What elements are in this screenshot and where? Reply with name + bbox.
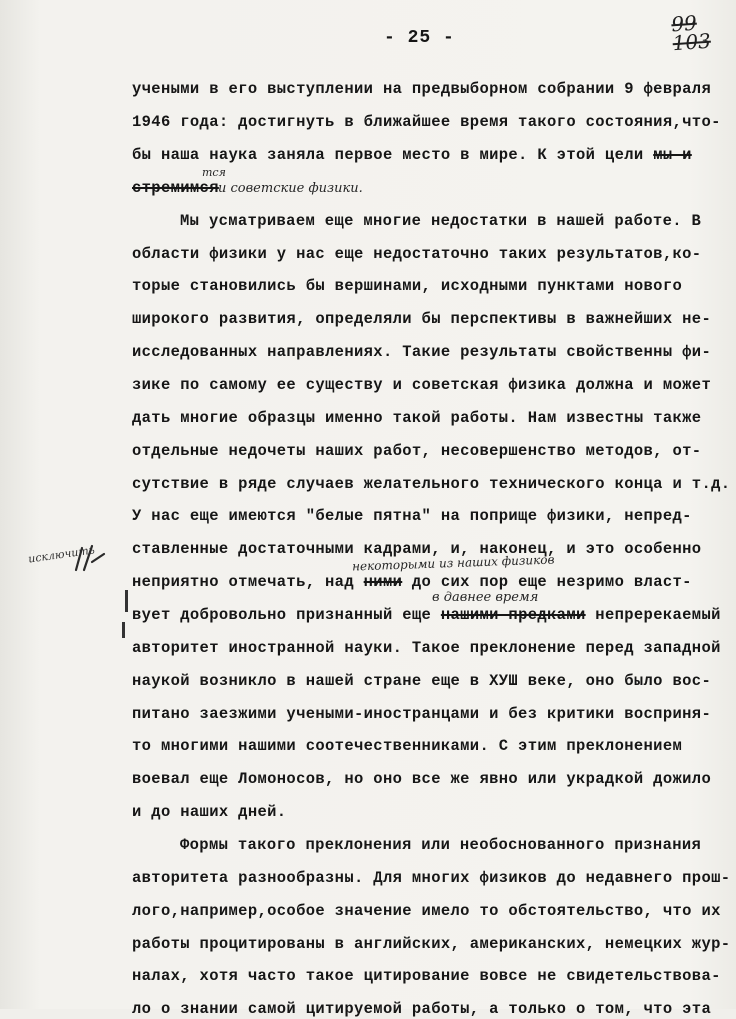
struck-text: мы и [653,146,692,164]
text-line [132,178,219,198]
text-line: дать многие образцы именно такой работы. Нам известны также [132,409,702,427]
text-line: ло о знании самой цитируемой работы, а только о том, что эта [132,1000,712,1018]
text-line: Формы такого преклонения или необоснованного признания [180,836,702,854]
text-line: авторитета разнообразны. Для многих физиков до недавнего прош- [132,869,731,887]
text-line: широкого развития, определяли бы перспективы в важнейших не- [132,310,712,328]
text-line-part: до сих пор еще незримо власт- [402,573,692,591]
text-line: зике по самому ее существу и советская физика должна и может [132,376,712,394]
text-line: Мы усматриваем еще многие недостатки в нашей работе. В [180,212,702,230]
text-line: наукой возникло в нашей стране еще в ХУШ веке, оно было вос- [132,672,712,690]
text-line: ставленные достаточными кадрами, и, наконец, и это особенно [132,540,702,558]
text-line: то многими нашими соотечественниками. С этим преклонением [132,737,683,755]
text-line: питано заезжими учеными-иностранцами и без критики восприня- [132,705,712,723]
text-line: исследованных направлениях. Такие результаты свойственны фи- [132,343,712,361]
struck-text: ними [363,573,403,591]
text-line: У нас еще имеются "белые пятна" на поприще физики, непред- [132,507,692,525]
text-line [132,572,692,592]
text-line [132,605,721,625]
archive-number-bottom: 103 [671,28,712,56]
margin-tick [125,590,128,612]
text-line: учеными в его выступлении на предвыборном собрании 9 февраля [132,80,712,98]
handwritten-insert: и советские физики. [218,181,363,196]
margin-bracket [122,622,133,638]
text-line-part: бы наша наука заняла первое место в мире. К этой цели [132,146,654,164]
margin-note: исключить [27,543,96,566]
text-line-part: непререкаемый [585,606,721,624]
text-line: и до наших дней. [132,803,287,821]
text-line: сутствие в ряде случаев желательного технического конца и т.д. [132,475,731,493]
text-line: налах, хотя часто такое цитирование вовсе не свидетельствова- [132,967,721,985]
handwritten-insert: некоторыми из наших физиков [351,552,555,574]
margin-checkmark-icon [70,540,110,580]
archive-number [670,10,712,56]
text-line: работы процитированы в английских, американских, немецких жур- [132,935,731,953]
page-number: - 25 - [384,28,455,48]
text-line: авторитет иностранной науки. Такое преклонение перед западной [132,639,721,657]
text-line: лого,например,особое значение имело то обстоятельство, что их [132,902,721,920]
struck-text: нашими предками [440,606,586,624]
handwritten-insert: в давнее время [432,590,539,605]
handwritten-insert: тся [202,166,226,179]
archive-number-top: 99 [670,10,698,37]
text-line [132,145,692,165]
text-line-part: вует добровольно признанный еще [132,606,441,624]
text-line: торые становились бы вершинами, исходными пунктами нового [132,277,683,295]
struck-text: стремимся [132,179,219,197]
text-line: отдельные недочеты наших работ, несовершенство методов, от- [132,442,702,460]
text-line: воевал еще Ломоносов, но оно все же явно или украдкой дожило [132,770,712,788]
text-line: области физики у нас еще недостаточно таких результатов,ко- [132,245,702,263]
text-line: 1946 года: достигнуть в ближайшее время такого состояния,что- [132,113,721,131]
text-line-part: неприятно отмечать, над [132,573,364,591]
